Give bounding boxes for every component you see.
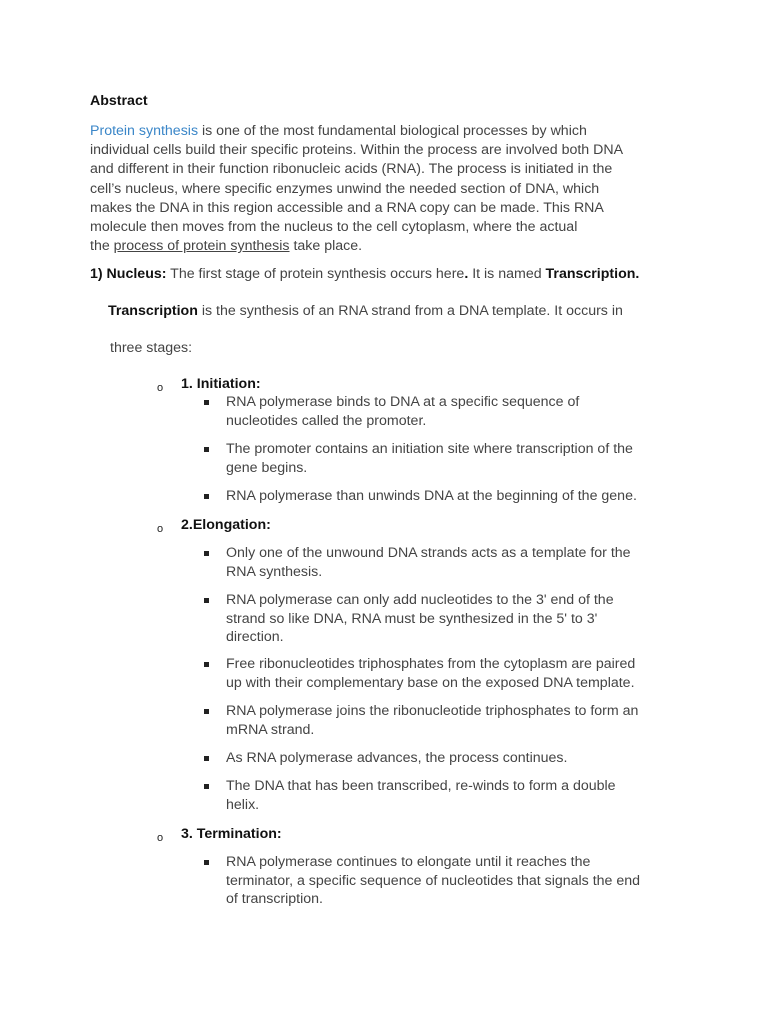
nucleus-label: 1) Nucleus: [90,266,167,282]
abstract-line-4: cell’s nucleus, where specific enzymes unwind the needed section of DNA, which [90,180,600,197]
list-item [226,777,616,814]
list-item-line: RNA polymerase continues to elongate until it reaches the [226,854,591,870]
abstract-line-suffix: take place. [289,238,363,255]
list-item-line: up with their complementary base on the exposed DNA template. [226,674,635,691]
list-item [226,393,579,430]
square-bullet-icon [204,447,209,452]
list-item-line: RNA polymerase binds to DNA at a specific sequence of [226,394,580,410]
process-link[interactable]: process of protein synthesis [113,238,290,255]
stage-1-bullet-icon: o [157,382,164,394]
nucleus-period: . [464,266,469,282]
transcription-text: is the synthesis of an RNA strand from a DNA template. It occurs in [197,303,623,319]
protein-synthesis-link[interactable]: Protein synthesis [90,123,199,139]
stage-3-title: 3. Termination: [181,826,282,842]
list-item [226,749,567,768]
transcription-line [108,303,623,319]
list-item [226,487,637,506]
transcription-bold: Transcription [108,303,198,319]
list-item-line: RNA polymerase joins the ribonucleotide triphosphates to form an [226,703,639,719]
abstract-line-6: molecule then moves from the nucleus to the cell cytoplasm, where the actual [90,219,578,236]
square-bullet-icon [204,860,209,865]
list-item [226,655,635,692]
abstract-line-2: individual cells build their specific proteins. Within the process are involved both DNA [90,142,624,159]
stage-1-title: 1. Initiation: [181,376,261,392]
list-item [226,544,631,581]
list-item-line: The promoter contains an initiation site where transcription of the [226,441,633,457]
three-stages-line: three stages: [110,340,193,356]
stage-2-bullet-icon: o [157,523,164,535]
list-item-line: nucleotides called the promoter. [226,412,427,429]
abstract-line-1 [90,122,680,141]
list-item-line: RNA synthesis. [226,563,323,580]
list-item-line: gene begins. [226,459,308,476]
list-item [226,440,633,477]
stage-3-bullet-icon: o [157,832,164,844]
abstract-line-text: is one of the most fundamental biological processes by which [198,123,587,139]
list-item-line: As RNA polymerase advances, the process continues. [226,750,568,766]
list-item-line: of transcription. [226,891,323,908]
square-bullet-icon [204,756,209,761]
abstract-heading: Abstract [90,93,148,109]
list-item-line: Only one of the unwound DNA strands acts as a template for the [226,545,631,561]
list-item-line: helix. [226,796,260,813]
list-item-line: RNA polymerase than unwinds DNA at the beginning of the gene. [226,488,637,504]
square-bullet-icon [204,784,209,789]
square-bullet-icon [204,494,209,499]
abstract-line-prefix: the [90,238,114,255]
stage-2-title: 2.Elongation: [181,517,271,533]
list-item-line: RNA polymerase can only add nucleotides to the 3' end of the [226,592,614,608]
abstract-line-3: and different in their function ribonucleic acids (RNA). The process is initiated in the [90,161,613,178]
list-item [226,702,638,739]
abstract-line-5: makes the DNA in this region accessible and a RNA copy can be made. This RNA [90,199,604,216]
nucleus-text: The first stage of protein synthesis occurs here [166,266,465,282]
list-item-line: terminator, a specific sequence of nucleotides that signals the end [226,872,641,889]
list-item-line: direction. [226,629,284,646]
square-bullet-icon [204,400,209,405]
abstract-line-7 [90,237,680,256]
square-bullet-icon [204,598,209,603]
list-item-line: strand so like DNA, RNA must be synthesized in the 5' to 3' [226,610,598,627]
nucleus-text-2: It is named [468,266,546,282]
list-item [226,853,640,909]
nucleus-transcription: Transcription. [545,266,640,282]
nucleus-line [90,266,639,282]
square-bullet-icon [204,551,209,556]
list-item-line: The DNA that has been transcribed, re-winds to form a double [226,778,616,794]
list-item-line: Free ribonucleotides triphosphates from the cytoplasm are paired [226,656,636,672]
abstract-paragraph [90,122,680,256]
square-bullet-icon [204,662,209,667]
list-item-line: mRNA strand. [226,721,315,738]
square-bullet-icon [204,709,209,714]
list-item [226,591,614,647]
